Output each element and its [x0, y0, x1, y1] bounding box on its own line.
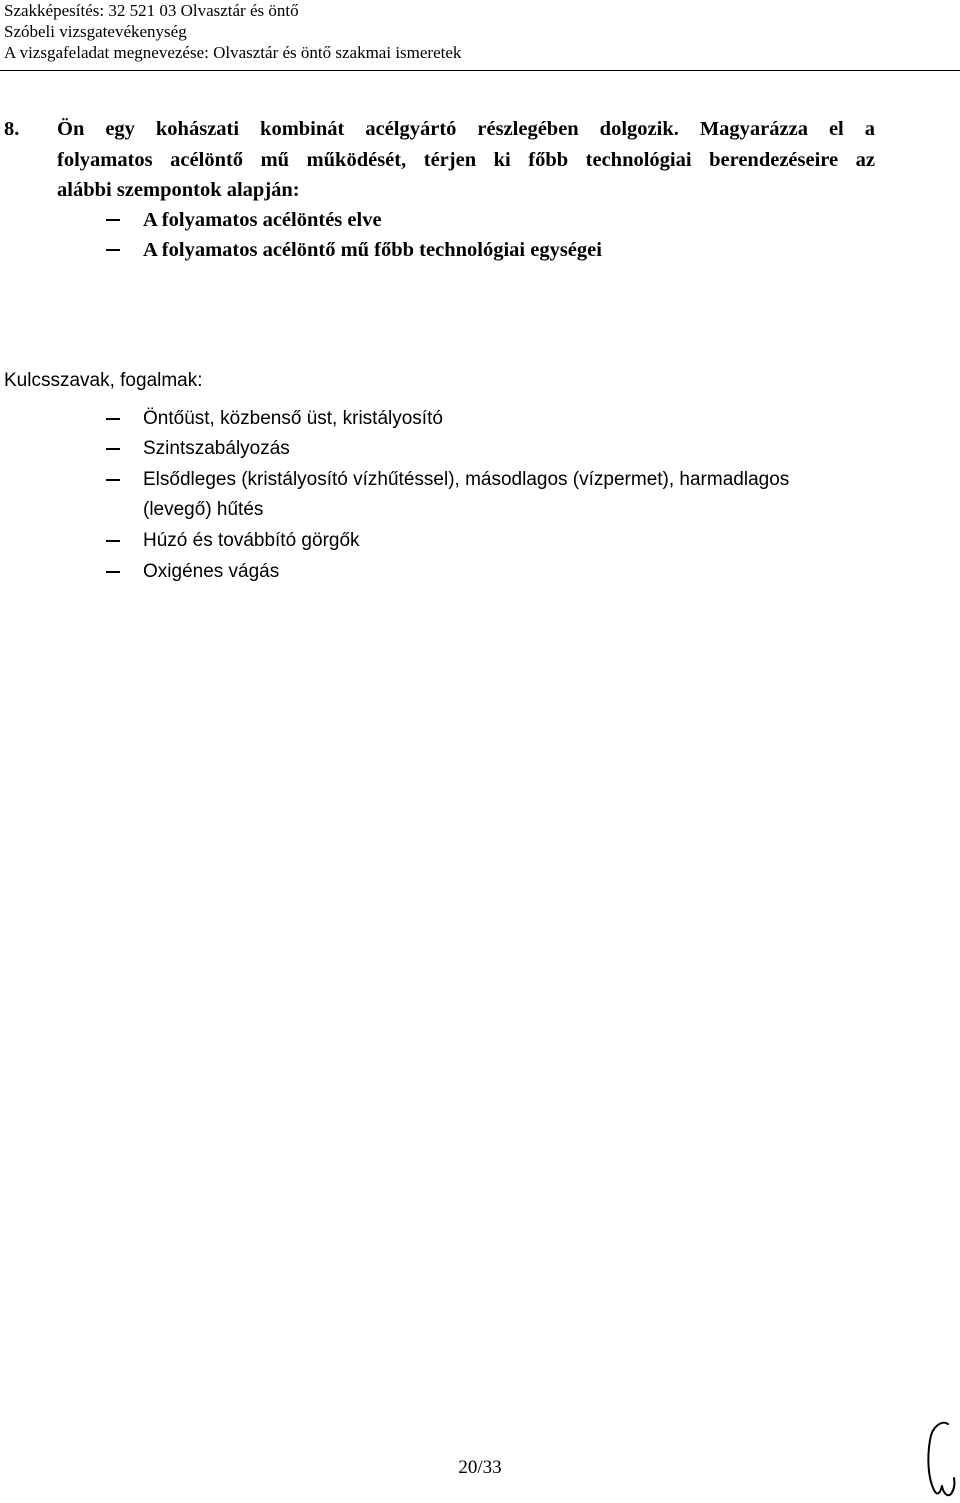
question-number: 8. [4, 118, 20, 140]
keyword-text: Szintszabályozás [143, 438, 290, 459]
dash-bullet-icon [106, 249, 120, 251]
dash-bullet-icon [106, 219, 120, 221]
signature-icon [918, 1418, 958, 1500]
header-exam-activity: Szóbeli vizsgatevékenység [4, 22, 187, 41]
dash-bullet-icon [106, 571, 120, 573]
dash-bullet-icon [106, 479, 120, 481]
question-line: alábbi szempontok alapján: [57, 179, 300, 201]
question-text [57, 114, 875, 206]
keyword-text: Elsődleges (kristályosító vízhűtéssel), másodlagos (vízpermet), harmadlagos [143, 469, 790, 490]
page-number: 20/33 [458, 1457, 502, 1478]
dash-bullet-icon [106, 448, 120, 450]
dash-bullet-icon [106, 418, 120, 420]
question-point-text: A folyamatos acélöntés elve [143, 209, 382, 231]
question-point-text: A folyamatos acélöntő mű főbb technológiai egységei [143, 239, 602, 261]
header-qualification: Szakképesítés: 32 521 03 Olvasztár és öntő [4, 1, 299, 20]
dash-bullet-icon [106, 540, 120, 542]
question-line: Ön egy kohászati kombinát acélgyártó részlegében dolgozik. Magyarázza el a [57, 118, 875, 140]
keywords-title: Kulcsszavak, fogalmak: [4, 370, 203, 391]
keyword-text: Húzó és továbbító görgők [143, 530, 360, 551]
keyword-text: (levegő) hűtés [143, 499, 264, 520]
header-divider [0, 70, 960, 71]
header-task-name: A vizsgafeladat megnevezése: Olvasztár és öntő szakmai ismeretek [4, 43, 462, 62]
keyword-text: Öntőüst, közbenső üst, kristályosító [143, 408, 443, 429]
question-line: folyamatos acélöntő mű működését, térjen ki főbb technológiai berendezéseire az [57, 148, 875, 171]
keyword-text: Oxigénes vágás [143, 561, 280, 582]
